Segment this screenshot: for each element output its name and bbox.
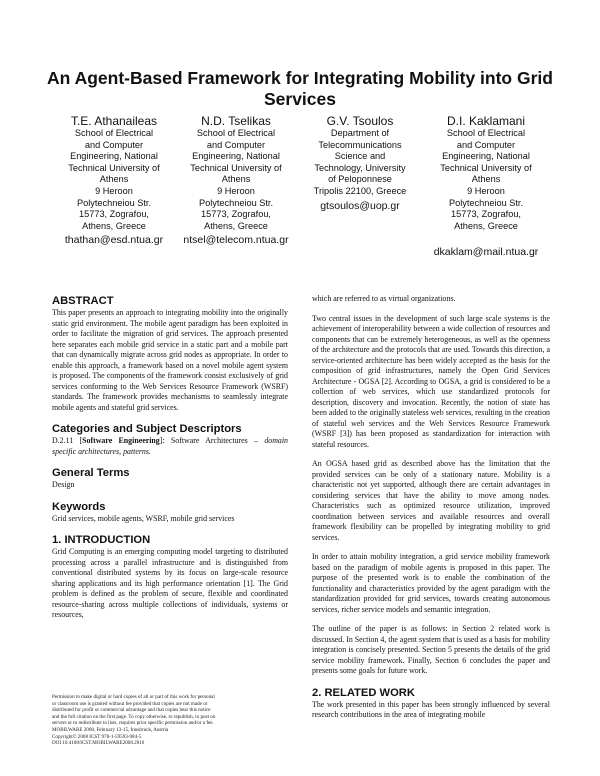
author-affiliation: School of Electrical and Computer Engineering, National Technical University of Athens 9 Heroon Polytechneiou Str. 15773, Zografou, Athens, Greece [190, 128, 282, 231]
author-4 [422, 114, 550, 258]
author-name: D.I. Kaklamani [446, 114, 526, 128]
introduction-text: Grid Computing is an emerging computing model targeting to distributed processing across a parallel infrastructure and is distinguished from conventional distributed systems by its focus on large-scale resource sharing applications and its high performance orientation [1]. The Grid problem is defined as the problem of secure, flexible and coordinated resource-sharing across multiple collections of individuals, systems or resources, [52, 547, 288, 619]
paragraph-limitation: An OGSA based grid as described above has the limitation that the provided services can be only of a stationary nature. Mobility is a characteristic not yet supported, although there are certain advantages in considering services that have the ability to move among nodes. Characteristics such as optimized resource utilization, improved coordination between services and available resources and overall framework flexibility can be propelled by integrating mobility to grid services. [312, 459, 550, 542]
author-name: T.E. Athanaileas [70, 114, 158, 128]
paper-title: An Agent-Based Framework for Integrating Mobility into Grid Services [47, 68, 553, 109]
general-terms-text: Design [52, 480, 75, 489]
abstract-heading: ABSTRACT [52, 295, 114, 307]
author-3 [296, 114, 424, 212]
author-name: G.V. Tsoulos [326, 114, 394, 128]
author-block [50, 114, 550, 284]
related-work-heading: 2. RELATED WORK [312, 686, 415, 699]
left-column [52, 294, 288, 621]
author-2 [172, 114, 300, 246]
keywords-heading: Keywords [52, 500, 106, 513]
author-affiliation: School of Electrical and Computer Engineering, National Technical University of Athens 9 Heroon Polytechneiou Str. 15773, Zografou, Athens, Greece [440, 128, 532, 231]
general-terms-heading: General Terms [52, 467, 130, 479]
author-affiliation: School of Electrical and Computer Engineering, National Technical University of Athens 9 Heroon Polytechneiou Str. 15773, Zografou, Athens, Greece [68, 128, 160, 231]
paragraph-interoperability: Two central issues in the development of such large scale systems is the achievement of interoperability between a wide collection of resources and components that can be extremely heterogeneous, as well as the openness of the architecture and the protocols that are used. Towards this direction, a service-oriented architecture has been widely accepted as the basis for the composition of grid infrastructures, namely the Open Grid Services Architecture - OGSA [2]. According to OGSA, a grid is considered to be a collection of web services, which use standardized protocols for description, discovery and invocation. Recently, the notion of state has been added to the originally stateless web services, resulting in the creation of stateful web services and the Web Services Resource Framework (WSRF [3]) has been proposed as standardization for interaction with stateful resources. [312, 313, 550, 449]
author-1 [50, 114, 178, 246]
abstract-text: This paper presents an approach to integrating mobility into the originally static grid environment. The mobile agent paradigm has been exploited in order to facilitate the migration of grid services. The approach presented here separates each mobile grid service in a static part and a mobile part that can dynamically migrate across grid nodes as appropriate. In order to enable this approach, a framework based on a novel mobile agent system is proposed. The components of the framework consist exclusively of grid services conforming to the Web Services Resource Framework (WSRF) standards. The framework provides mechanisms to seamlessly integrate mobile agents and stateful grid services. [52, 308, 288, 412]
keywords-text: Grid services, mobile agents, WSRF, mobile grid services [52, 513, 235, 523]
related-work-text: The work presented in this paper has been strongly influenced by several research contributions in the area of integrating mobile [312, 699, 550, 719]
author-name: N.D. Tselikas [201, 114, 271, 128]
categories-heading: Categories and Subject Descriptors [52, 423, 242, 435]
copyright-footnote: Permission to make digital or hard copies of all or part of this work for personal or classroom use is granted without fee provided that copies are not made or distributed for profit or commercial advantage and that copies bear this notice and the full citation on the first page. To copy otherwise, to republish, to post on servers or to redistribute to lists, requires prior specific permission and/or a fee. MOBILWARE 2008, February 13-15, Innsbruck, Austria Copyright© 2008 ICST 978-1-59593-984-5 DOI 10.4108/ICST.MOBILWARE2008.2810 [52, 694, 216, 747]
author-email[interactable]: thathan@esd.ntua.gr [64, 234, 164, 246]
paragraph-mobility-framework: In order to attain mobility integration, a grid service mobility framework based on the paradigm of mobile agents is proposed in this paper. The purpose of the presented work is to enable the combination of the functionality and characteristics provided by the agent paradigm with the standardization provided for grid services, towards creating autonomous services, richer service models and semantic integration. [312, 552, 550, 614]
right-column [312, 294, 550, 721]
author-affiliation: Department of Telecommunications Science and Technology, University of Peloponnese Tripolis 22100, Greece [313, 128, 407, 196]
author-email[interactable]: dkaklam@mail.ntua.gr [433, 246, 539, 258]
author-email[interactable]: ntsel@telecom.ntua.gr [183, 234, 289, 246]
introduction-heading: 1. INTRODUCTION [52, 534, 151, 546]
categories-text: D.2.11 [Software Engineering]: Software Architectures – domain specific architectures, patterns. [52, 436, 288, 456]
paragraph-continuation: which are referred to as virtual organizations. [312, 294, 456, 303]
author-email[interactable]: gtsoulos@uop.gr [320, 200, 400, 212]
paragraph-outline: The outline of the paper is as follows: in Section 2 related work is discussed. In Section 4, the agent system that is used as a basis for mobility integration is concisely presented. Section 5 presents the details of the grid service mobility framework. Finally, Section 6 concludes the paper and presents some goals for future work. [312, 624, 550, 675]
